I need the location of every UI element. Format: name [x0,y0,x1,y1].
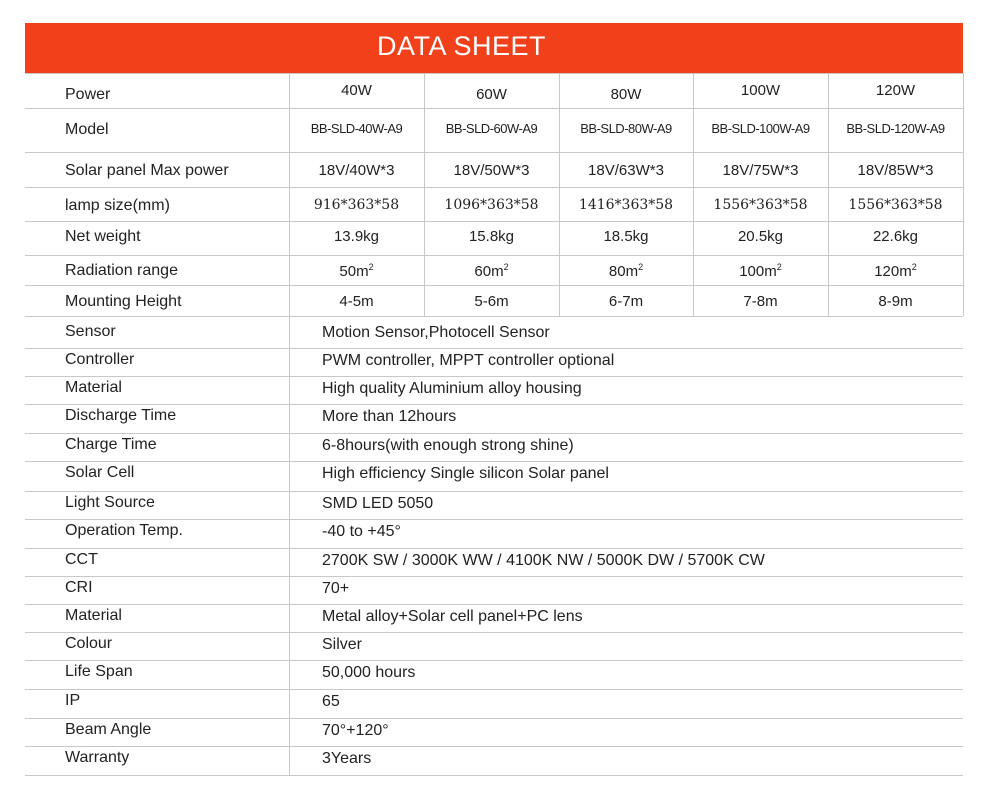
row-label: Charge Time [65,436,157,453]
row-value: 2700K SW / 3000K WW / 4100K NW / 5000K DW / 5700K CW [322,552,765,569]
table-cell [559,121,693,136]
row-value: PWM controller, MPPT controller optional [322,352,615,369]
cell-superscript: 2 [503,262,509,272]
table-cell [424,86,559,103]
table-divider [25,461,963,462]
cell-value: 1556*363*58 [848,197,943,213]
table-divider [25,285,963,286]
table-divider [25,152,963,153]
title-banner [25,23,963,73]
cell-superscript: 2 [638,262,644,272]
cell-value: 18V/75W*3 [722,162,799,179]
table-divider [25,433,963,434]
table-divider [25,255,963,256]
row-value: 65 [322,693,340,710]
table-cell [559,197,693,213]
cell-value: BB-SLD-80W-A9 [580,121,672,136]
cell-value: 15.8kg [468,228,515,245]
table-divider [25,108,963,109]
table-cell [828,121,963,136]
cell-value: 8-9m [878,293,913,310]
table-cell [828,228,963,245]
table-cell [559,262,693,280]
row-label: CRI [65,579,93,596]
row-label: Material [65,607,122,624]
table-cell [289,162,424,179]
row-value: SMD LED 5050 [322,495,434,512]
row-label: Warranty [65,749,130,766]
table-cell [559,228,693,245]
cell-value: 13.9kg [333,228,380,245]
cell-value: 50m [339,263,369,280]
row-label: Beam Angle [65,721,152,738]
cell-value: BB-SLD-40W-A9 [310,121,403,136]
table-cell [693,293,828,310]
row-value: 70°+120° [322,722,389,739]
table-cell [693,162,828,179]
table-cell [289,262,424,280]
row-value: Motion Sensor,Photocell Sensor [322,324,550,341]
table-cell [424,162,559,179]
cell-value: 80m [608,263,639,280]
table-cell [828,197,963,213]
cell-value: 1416*363*58 [578,197,674,213]
table-cell [424,121,559,136]
table-cell [289,82,424,99]
row-label: CCT [65,551,98,568]
table-divider [25,376,963,377]
row-label: Light Source [65,494,155,511]
cell-value: 1556*363*58 [713,197,808,213]
row-label: Discharge Time [65,407,177,424]
cell-value: 60W [476,86,507,103]
table-divider [25,604,963,605]
row-label: Solar Cell [65,464,135,481]
cell-value: 80W [610,86,642,103]
row-label: Radiation range [65,262,178,279]
row-value: Silver [322,636,363,653]
table-divider [25,348,963,349]
table-cell [559,162,693,179]
cell-value: 18.5kg [603,228,649,245]
table-cell [424,262,559,280]
row-label: Controller [65,351,135,368]
cell-value: BB-SLD-100W-A9 [711,121,810,136]
table-cell [289,197,424,213]
cell-value: 18V/85W*3 [857,162,934,179]
table-cell [289,228,424,245]
row-value: -40 to +45° [322,523,401,540]
table-cell [693,262,828,280]
table-cell [828,162,963,179]
row-label: IP [65,692,81,709]
row-label: lamp size(mm) [65,197,170,214]
table-divider [25,775,963,776]
cell-superscript: 2 [776,262,782,272]
cell-value: 18V/63W*3 [588,162,664,179]
cell-value: 7-8m [743,293,778,310]
column-divider [963,73,964,316]
cell-value: BB-SLD-120W-A9 [846,121,945,136]
cell-value: 20.5kg [737,228,784,245]
table-divider [25,491,963,492]
row-label: Net weight [65,228,141,245]
row-label: Operation Temp. [65,522,183,539]
table-cell [693,197,828,213]
row-value: 50,000 hours [322,664,416,681]
cell-value: 1096*363*58 [444,197,539,213]
table-cell [693,121,828,136]
cell-value: 22.6kg [872,228,919,245]
row-label: Power [65,86,111,103]
table-divider [25,187,963,188]
cell-value: 100m [739,263,777,280]
row-label: Life Span [65,663,133,680]
cell-value: 120W [875,82,916,99]
table-cell [828,262,963,280]
row-label: Model [65,121,109,138]
table-cell [693,82,828,99]
cell-value: 4-5m [339,293,374,310]
row-label: Colour [65,635,113,652]
column-divider [289,316,290,775]
table-cell [424,228,559,245]
cell-value: 100W [740,82,781,99]
cell-superscript: 2 [911,262,917,272]
cell-superscript: 2 [368,262,374,272]
table-cell [559,86,693,103]
row-value: 70+ [322,580,350,597]
table-divider [25,73,963,74]
cell-value: 5-6m [474,293,509,310]
table-divider [25,548,963,549]
row-value: High efficiency Single silicon Solar panel [322,465,609,482]
cell-value: 120m [874,263,912,280]
table-cell [424,197,559,213]
cell-value: 18V/50W*3 [453,162,530,179]
cell-value: 40W [341,82,372,99]
row-value: Metal alloy+Solar cell panel+PC lens [322,608,583,625]
row-value: 3Years [322,750,372,767]
table-cell [828,82,963,99]
row-value: 6-8hours(with enough strong shine) [322,437,574,454]
table-cell [289,121,424,136]
cell-value: 18V/40W*3 [318,162,395,179]
row-value: High quality Aluminium alloy housing [322,380,582,397]
row-value: More than 12hours [322,408,457,425]
row-label: Solar panel Max power [65,162,229,179]
table-cell [559,293,693,310]
cell-value: 6-7m [608,293,644,310]
row-label: Mounting Height [65,293,182,310]
table-divider [25,718,963,719]
table-cell [693,228,828,245]
row-label: Material [65,379,122,396]
table-divider [25,660,963,661]
cell-value: 60m [474,263,504,280]
cell-value: BB-SLD-60W-A9 [445,121,538,136]
table-cell [828,293,963,310]
table-divider [25,221,963,222]
table-cell [289,293,424,310]
table-divider [25,404,963,405]
table-divider [25,576,963,577]
row-label: Sensor [65,323,116,340]
cell-value: 916*363*58 [313,197,400,213]
table-cell [424,293,559,310]
table-divider [25,632,963,633]
data-sheet [25,23,963,799]
table-divider [25,316,963,317]
page-title: DATA SHEET [377,31,547,61]
table-divider [25,746,963,747]
table-divider [25,519,963,520]
table-divider [25,689,963,690]
